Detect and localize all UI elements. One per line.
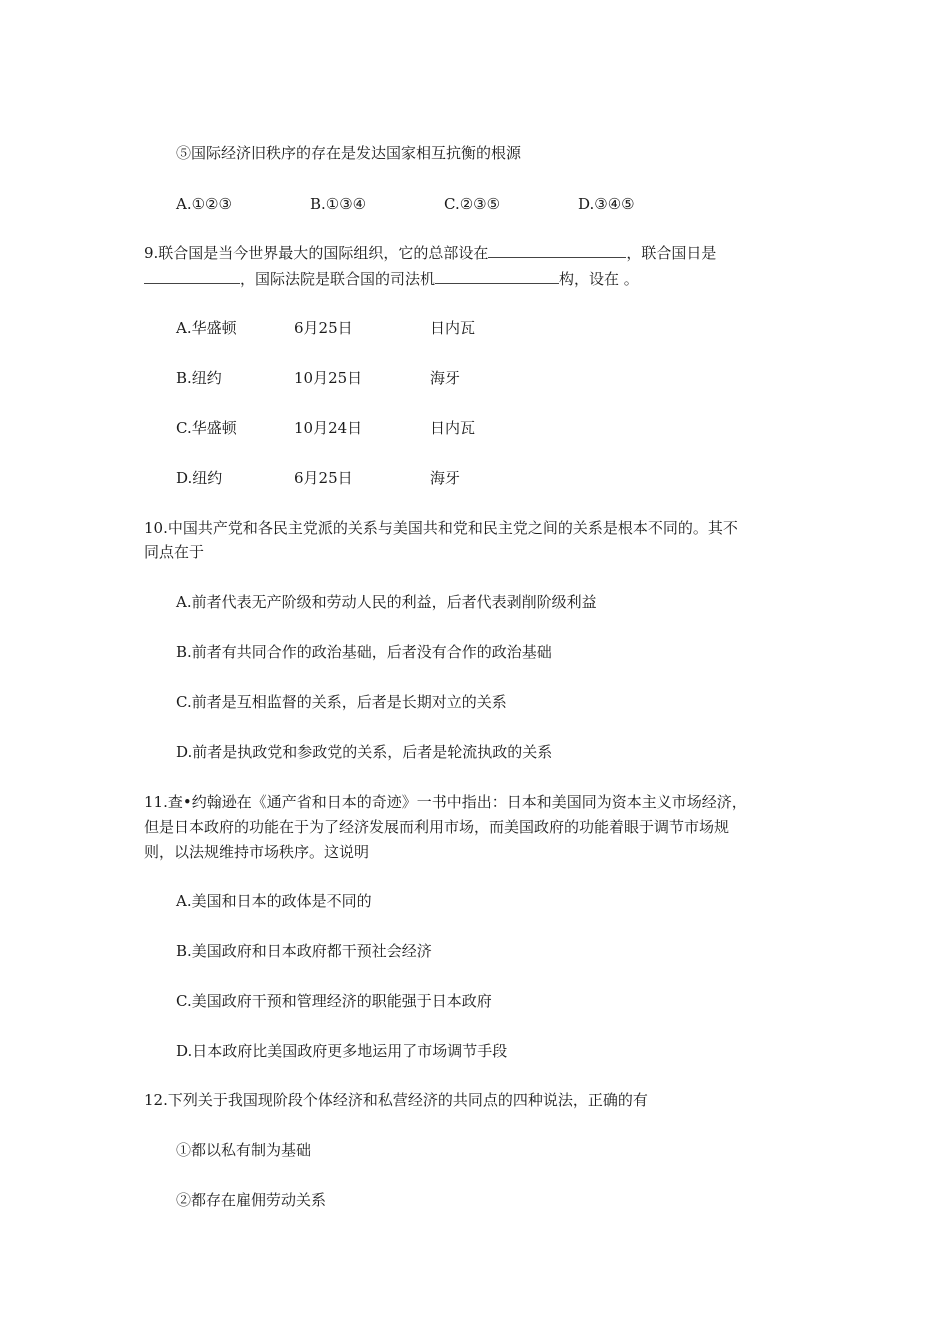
q9-stem-part-a: 9.联合国是当今世界最大的国际组织，它的总部设在 [144,244,489,262]
q12-item-1: ①都以私有制为基础 [176,1141,312,1159]
q9-option-a-place: 日内瓦 [430,319,476,337]
q11-option-a: A.美国和日本的政体是不同的 [176,892,372,910]
q10-option-c: C.前者是互相监督的关系，后者是长期对立的关系 [176,693,507,711]
q9-option-d [176,468,460,488]
q9-stem-line-1 [144,243,716,263]
q10-option-a: A.前者代表无产阶级和劳动人民的利益，后者代表剥削阶级利益 [176,593,597,611]
q11-stem-line-3: 则，以法规维持市场秩序。这说明 [144,843,370,861]
q11-option-b: B.美国政府和日本政府都干预社会经济 [176,942,432,960]
q10-option-d: D.前者是执政党和参政党的关系，后者是轮流执政的关系 [176,743,553,761]
q9-option-b-date: 10月25日 [294,369,363,387]
q9-option-c-place: 日内瓦 [430,419,476,437]
q9-stem-part-d: 构，设在 。 [559,270,639,288]
q9-option-b-place: 海牙 [430,369,461,387]
q12-item-2: ②都存在雇佣劳动关系 [176,1191,327,1209]
q11-option-d: D.日本政府比美国政府更多地运用了市场调节手段 [176,1042,508,1060]
q11-stem-line-1: 11.查•约翰逊在《通产省和日本的奇迹》一书中指出：日本和美国同为资本主义市场经济， [144,793,747,811]
q9-option-b [176,368,460,388]
q12-stem: 12.下列关于我国现阶段个体经济和私营经济的共同点的四种说法，正确的有 [144,1091,648,1109]
q8-item-5: ⑤国际经济旧秩序的存在是发达国家相互抗衡的根源 [176,144,522,162]
q8-option-b: B.①③④ [310,195,367,213]
q8-option-c: C.②③⑤ [444,195,501,213]
q9-option-a-label: A.华盛顿 [176,319,237,337]
q9-stem-part-b: ，联合国日是 [626,244,717,262]
q8-option-d: D.③④⑤ [578,195,635,213]
q10-option-b: B.前者有共同合作的政治基础，后者没有合作的政治基础 [176,643,552,661]
q9-option-b-label: B.纽约 [176,369,222,387]
q8-options [176,194,635,214]
q9-option-c-date: 10月24日 [294,419,363,437]
q11-option-c: C.美国政府干预和管理经济的职能强于日本政府 [176,992,492,1010]
q9-blank-2 [144,269,240,284]
q9-blank-3 [435,269,559,284]
q9-option-c [176,418,475,438]
q9-option-c-label: C.华盛顿 [176,419,237,437]
q9-option-a [176,318,475,338]
q9-option-a-date: 6月25日 [294,319,353,337]
q9-option-d-place: 海牙 [430,469,461,487]
q10-stem-line-1: 10.中国共产党和各民主党派的关系与美国共和党和民主党之间的关系是根本不同的。其不 [144,519,738,537]
q9-blank-1 [488,243,626,258]
q9-option-d-label: D.纽约 [176,469,223,487]
q11-stem-line-2: 但是日本政府的功能在于为了经济发展而利用市场，而美国政府的功能着眼于调节市场规 [144,818,730,836]
q9-stem-line-2 [144,269,639,289]
q9-option-d-date: 6月25日 [294,469,353,487]
q10-stem-line-2: 同点在于 [144,543,205,561]
q9-stem-part-c: ，国际法院是联合国的司法机 [240,270,436,288]
q8-option-a: A.①②③ [176,195,232,213]
